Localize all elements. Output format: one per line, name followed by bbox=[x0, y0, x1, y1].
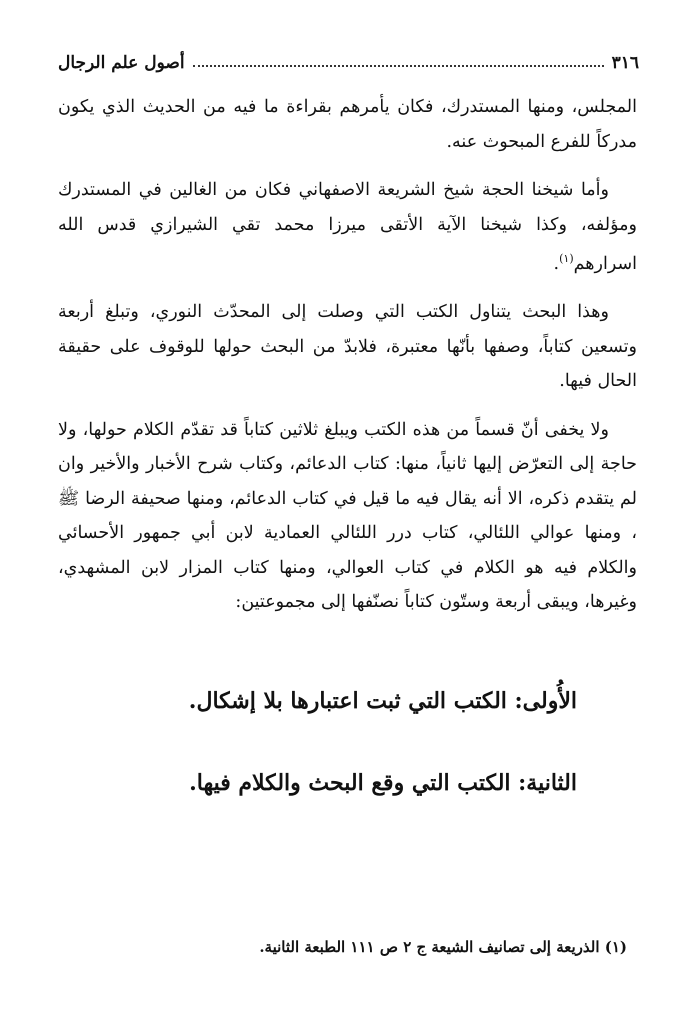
paragraph-2-text: وأما شيخنا الحجة شيخ الشريعة الاصفهاني فكان من الغالين في المستدرك ومؤلفه، وكذا شيخنا الآية الأتقى ميرزا محمد تقي الشيرازي قدس الله اسرارهم bbox=[58, 180, 637, 274]
paragraph-2-end: . bbox=[553, 253, 560, 274]
section-heading-first: الأُولى: الكتب التي ثبت اعتبارها بلا إشكال. bbox=[188, 688, 577, 714]
paragraph-3: وهذا البحث يتناول الكتب التي وصلت إلى المحدّث النوري، وتبلغ أربعة وتسعين كتاباً، وصفها بأنّها معتبرة، فلابدّ من البحث حولها للوقوف على حقيقة الحال فيها. bbox=[58, 302, 637, 392]
section-heading-second: الثانية: الكتب التي وقع البحث والكلام فيها. bbox=[189, 770, 577, 796]
footnote-reference: (١) bbox=[559, 252, 574, 265]
running-title: أصول علم الرجال bbox=[58, 53, 185, 73]
paragraph-1: المجلس، ومنها المستدرك، فكان يأمرهم بقراءة ما فيه من الحديث الذي يكون مدركاً للفرع المبحوث عنه. bbox=[58, 97, 637, 152]
header-dotted-leader bbox=[193, 65, 604, 67]
main-text bbox=[58, 90, 637, 634]
footnote: (١) الذريعة إلى تصانيف الشيعة ج ٢ ص ١١١ الطبعة الثانية. bbox=[259, 938, 627, 956]
paragraph-2 bbox=[58, 173, 637, 281]
running-header bbox=[58, 50, 639, 76]
paragraph-4: ولا يخفى أنّ قسماً من هذه الكتب ويبلغ ثلاثين كتاباً قد تقدّم الكلام حولها، ولا حاجة إلى التعرّض إليها ثانياً، منها: كتاب الدعائم، وكتاب شرح الأخبار والأخير وان لم يتقدم ذكره، الا أنه يقال فيه ما قيل في كتاب الدعائم، ومنها صحيفة الرضا ﷺ ، ومنها عوالي اللئالي، كتاب درر اللئالي العمادية لابن أبي جمهور الأحسائي والكلام فيه هو الكلام في كتاب العوالي، ومنها كتاب المزار لابن المشهدي، وغيرها، ويبقى أربعة وستّون كتاباً نصنّفها إلى مجموعتين: bbox=[58, 419, 637, 613]
page-number: ٣١٦ bbox=[611, 53, 639, 73]
